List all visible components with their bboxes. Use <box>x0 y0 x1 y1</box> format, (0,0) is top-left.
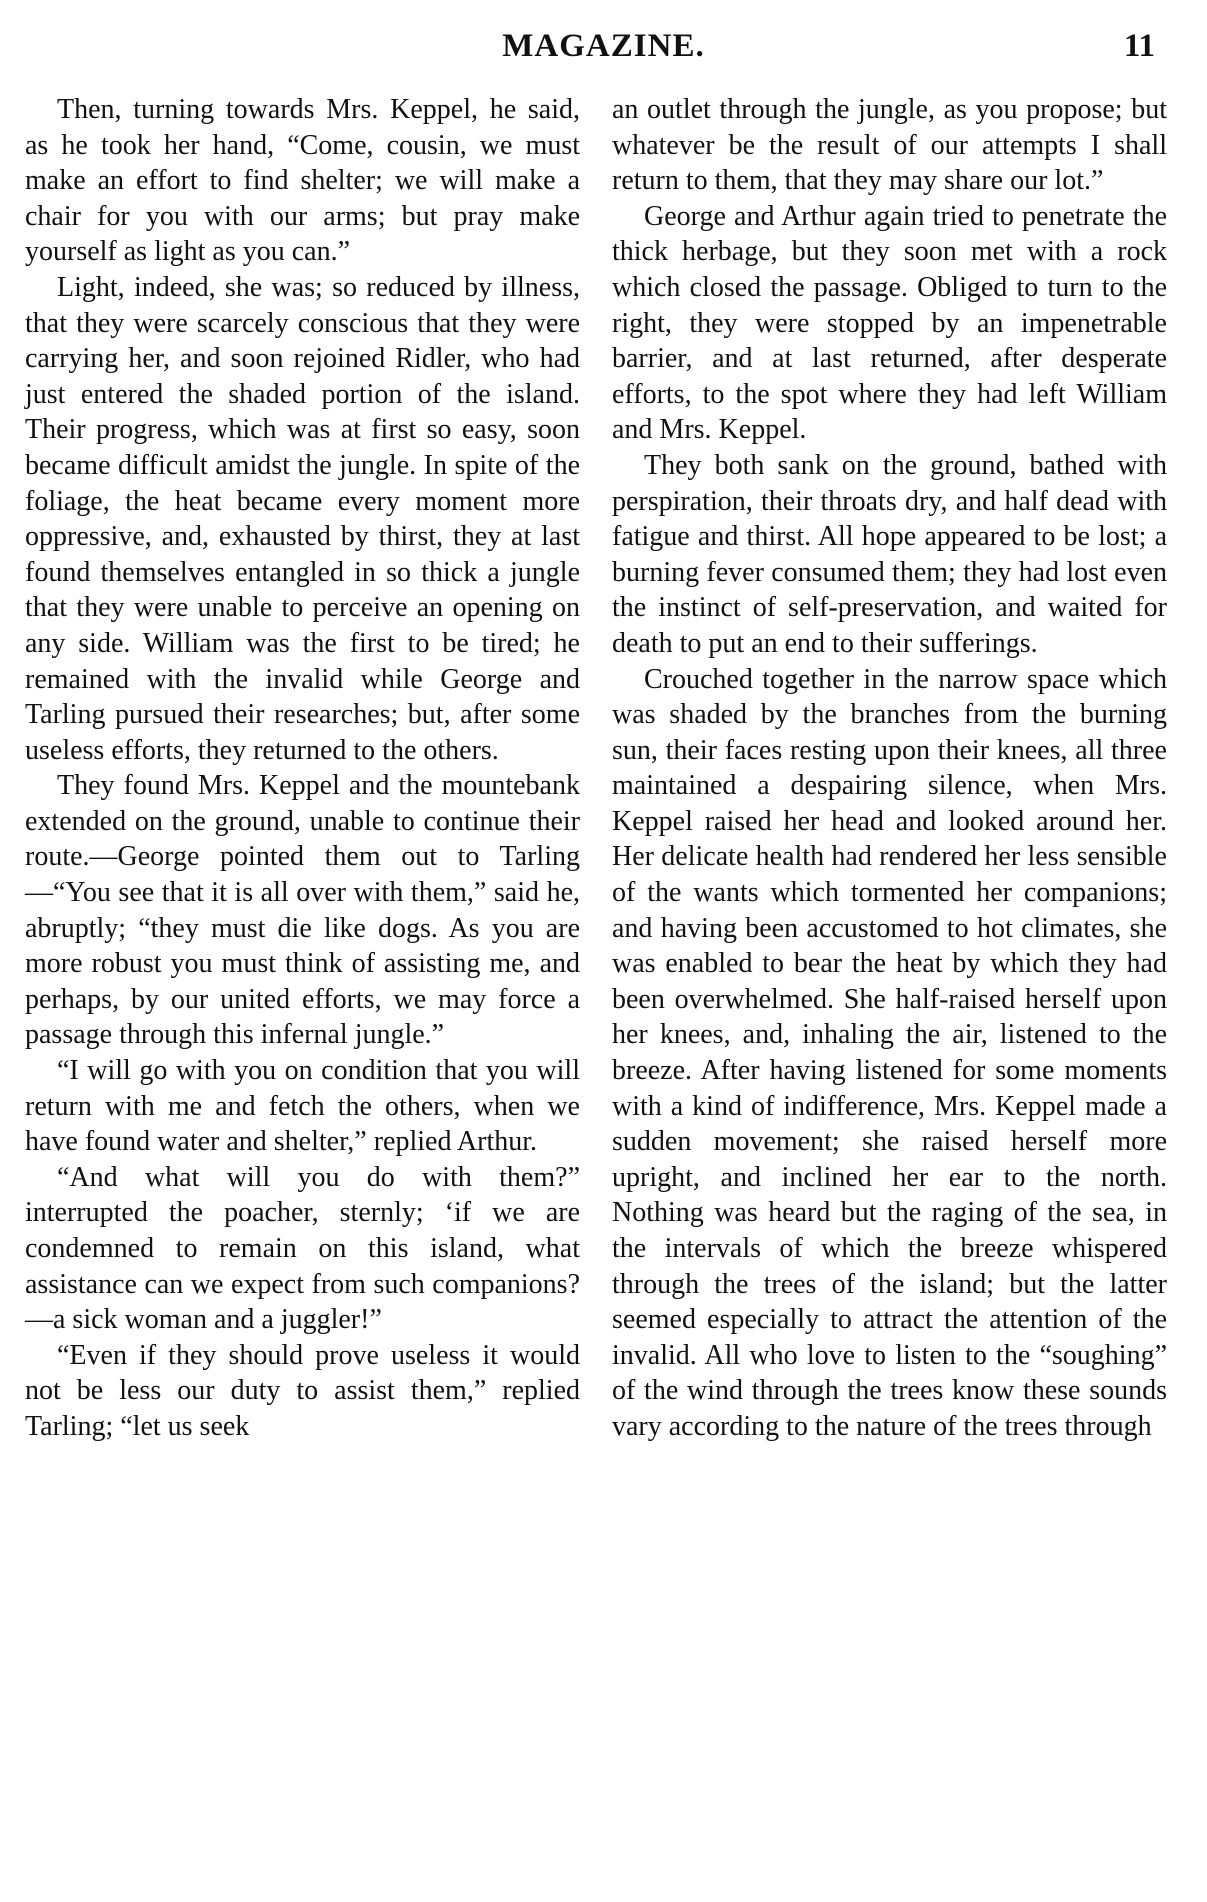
paragraph: “And what will you do with them?” interrupted the poacher, sternly; ‘if we are condemned to remain on this island, what assistance can we expect from such companions?—a sick woman and a juggler!” <box>25 1161 580 1336</box>
page-header <box>0 28 1207 78</box>
paragraph: They both sank on the ground, bathed with perspiration, their throats dry, and half dead with fatigue and thirst. All hope appeared to be lost; a burning fever consumed them; they had lost even the instinct of self-preservation, and waited for death to put an end to their sufferings. <box>612 449 1167 659</box>
paragraph: “I will go with you on condition that you will return with me and fetch the others, when we have found water and shelter,” replied Arthur. <box>25 1055 580 1158</box>
right-column <box>612 92 1167 1445</box>
paragraph: Light, indeed, she was; so reduced by illness, that they were scarcely conscious that they were carrying her, and soon rejoined Ridler, who had just entered the shaded portion of the island. Their progress, which was at first so easy, soon became difficult amidst the jungle. In spite of the foliage, the heat became every moment more oppressive, and, exhausted by thirst, they at last found themselves entangled in so thick a jungle that they were unable to perceive an opening on any side. William was the first to be tired; he remained with the invalid while George and Tarling pursued their researches; but, after some useless efforts, they returned to the others. <box>25 271 580 766</box>
paragraph: Crouched together in the narrow space which was shaded by the branches from the burning sun, their faces resting upon their knees, all three maintained a despairing silence, when Mrs. Keppel raised her head and looked around her. Her delicate health had rendered her less sensible of the wants which tormented her companions; and having been accustomed to hot climates, she was enabled to bear the heat by which they had been overwhelmed. She half-raised herself upon her knees, and, inhaling the air, listened to the breeze. After having listened for some moments with a kind of indifference, Mrs. Keppel made a sudden movement; she raised herself more upright, and inclined her ear to the north. Nothing was heard but the raging of the sea, in the intervals of which the breeze whispered through the trees of the island; but the latter seemed especially to attract the attention of the invalid. All who love to listen to the “soughing” of the wind through the trees know these sounds vary according to the nature of the trees through <box>612 663 1167 1442</box>
page-number: 11 <box>1123 28 1155 64</box>
paragraph: “Even if they should prove useless it would not be less our duty to assist them,” replied Tarling; “let us seek <box>25 1339 580 1442</box>
paragraph: They found Mrs. Keppel and the mountebank extended on the ground, unable to continue their route.—George pointed them out to Tarling—“You see that it is all over with them,” said he, abruptly; “they must die like dogs. As you are more robust you must think of assisting me, and perhaps, by our united efforts, we may force a passage through this infernal jungle.” <box>25 770 580 1051</box>
paragraph-continuation: an outlet through the jungle, as you propose; but whatever be the result of our attempts I shall return to them, that they may share our lot.” <box>612 94 1167 197</box>
left-column <box>25 92 580 1445</box>
paragraph: Then, turning towards Mrs. Keppel, he said, as he took her hand, “Come, cousin, we must make an effort to find shelter; we will make a chair for you with our arms; but pray make yourself as light as you can.” <box>25 94 580 268</box>
running-head: MAGAZINE. <box>502 28 705 64</box>
paragraph: George and Arthur again tried to penetrate the thick herbage, but they soon met with a rock which closed the passage. Obliged to turn to the right, they were stopped by an impenetrable barrier, and at last returned, after desperate efforts, to the spot where they had left William and Mrs. Keppel. <box>612 200 1167 446</box>
